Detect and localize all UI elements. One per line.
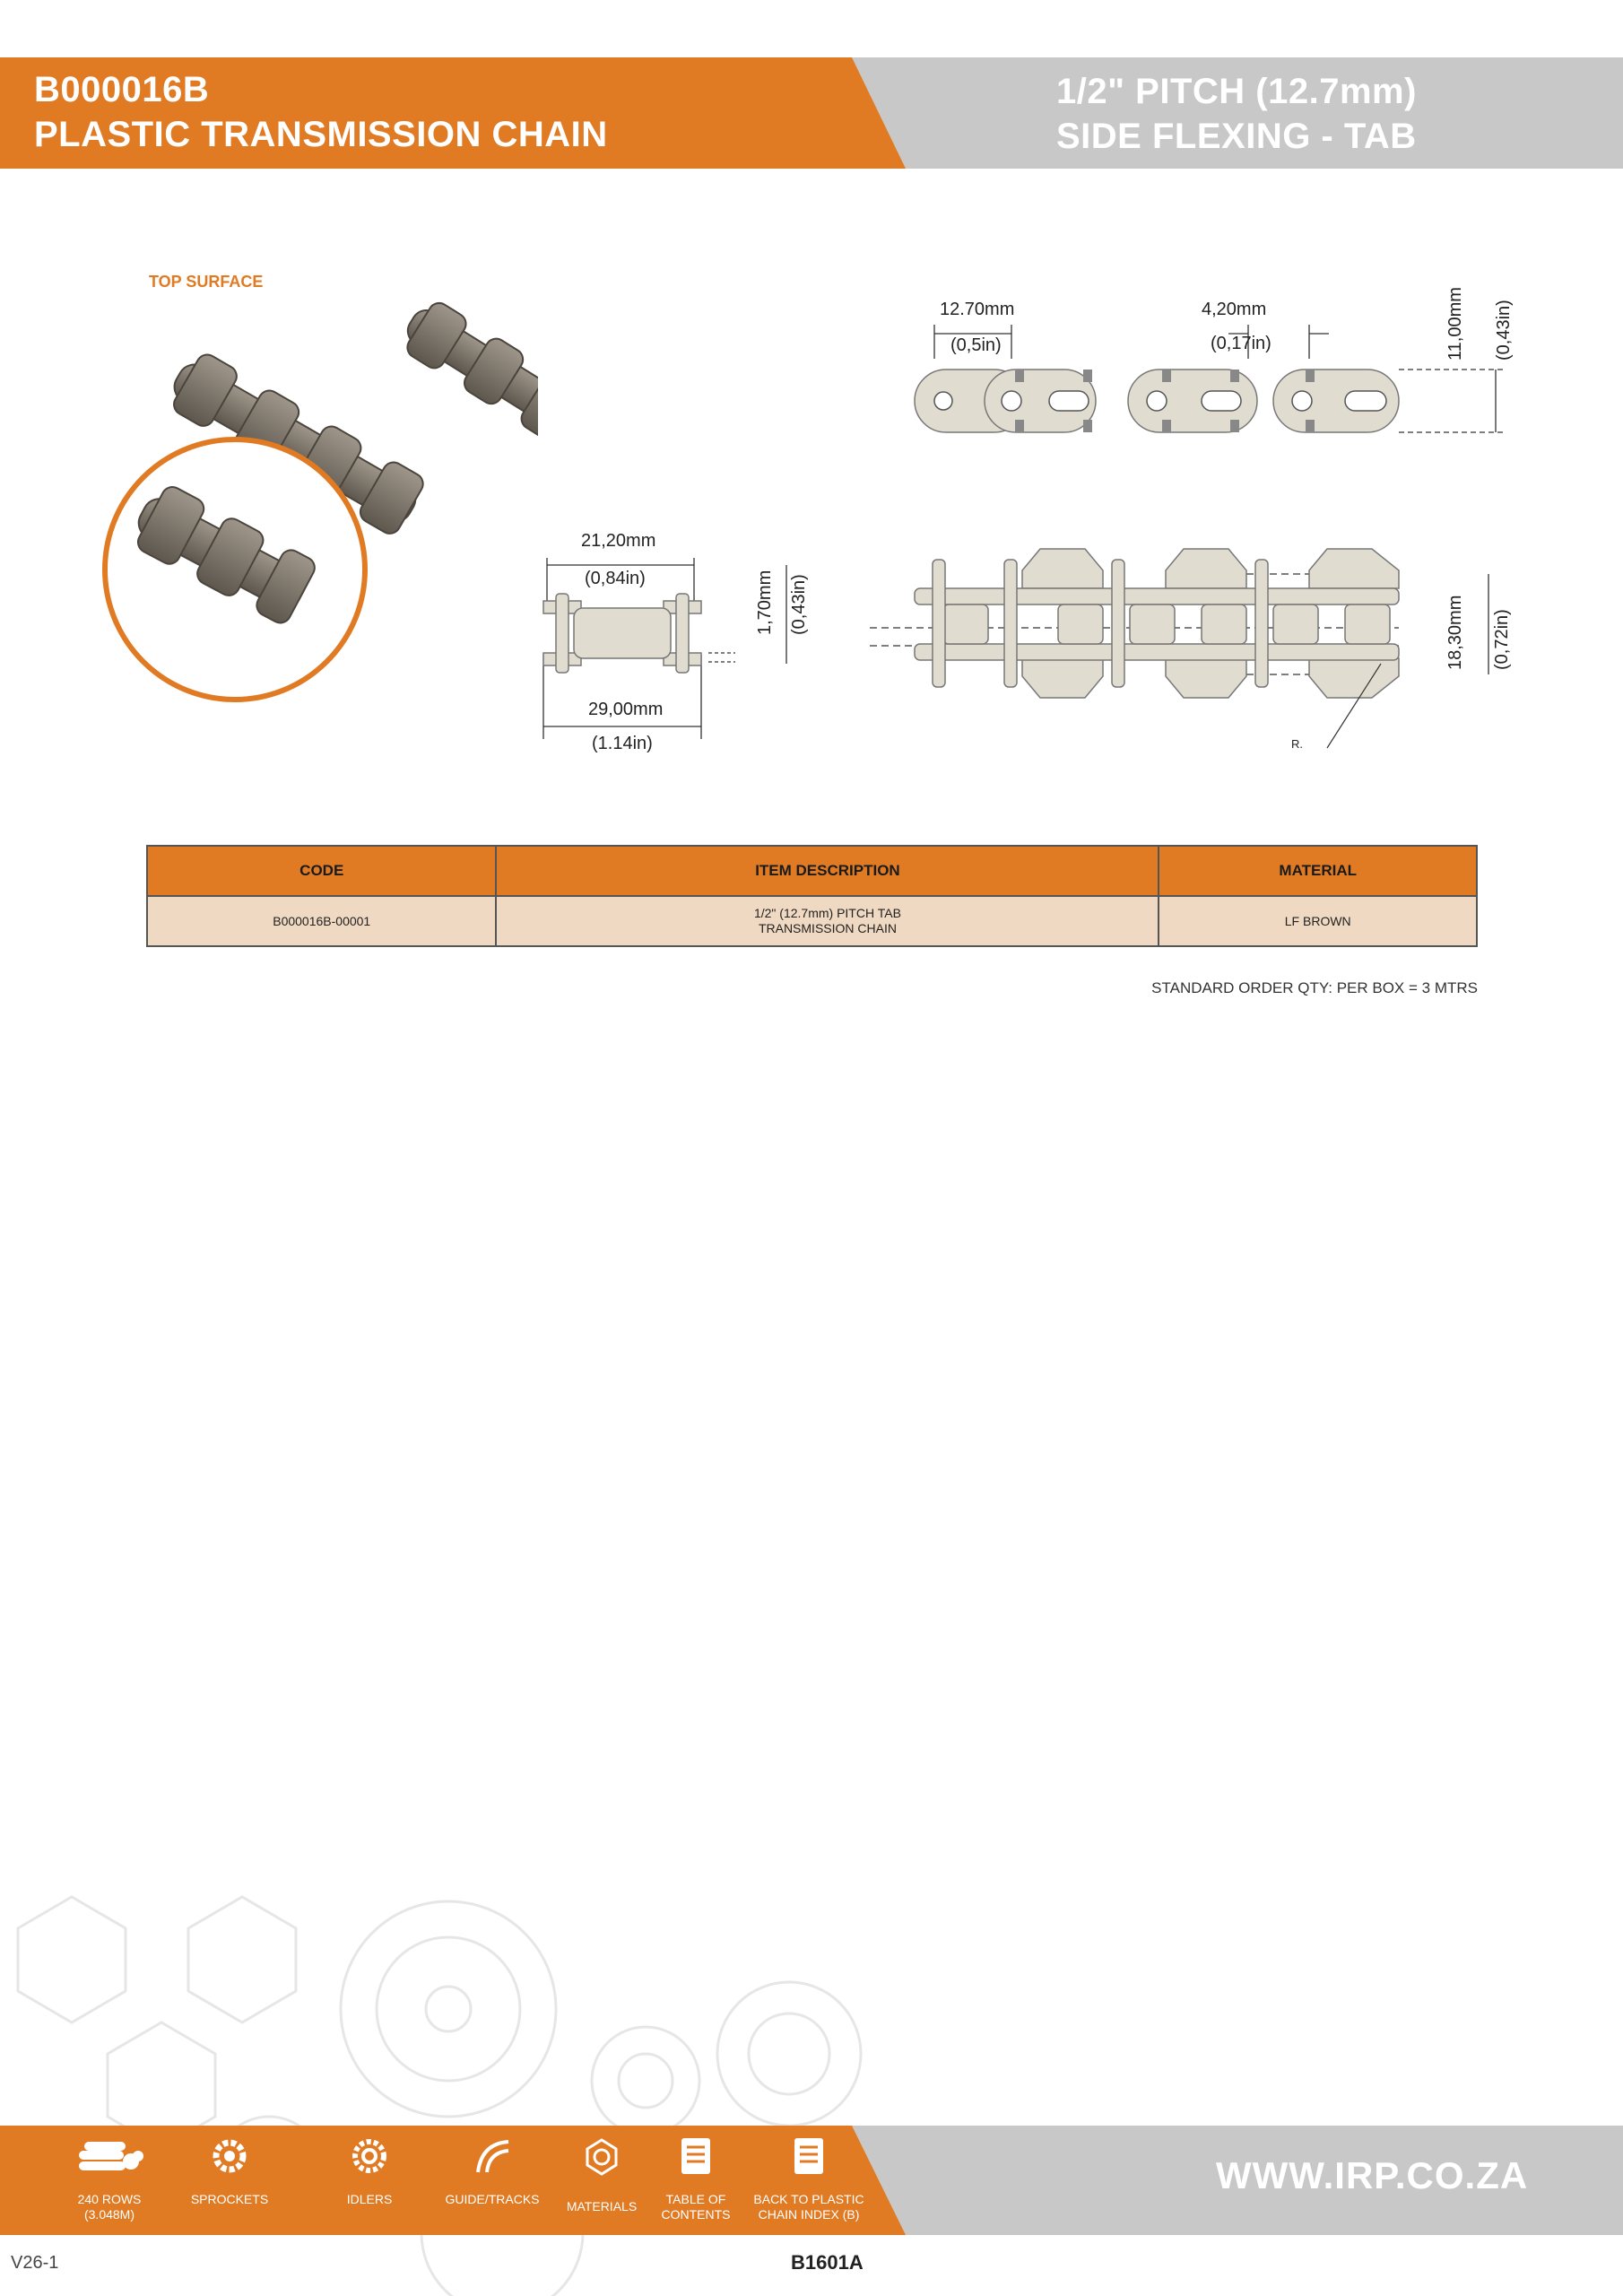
spec-table [146, 845, 1478, 947]
document-icon [638, 2133, 754, 2179]
page-number: B1601A [791, 2251, 864, 2274]
plate-in-label: (0,43in) [789, 574, 809, 635]
product-name: PLASTIC TRANSMISSION CHAIN [34, 115, 608, 154]
plate-mm-label: 1,70mm [755, 570, 775, 635]
top-view-drawing [861, 538, 1506, 762]
cell-material: LF BROWN [1159, 896, 1477, 946]
nav-sprockets-label: SPROCKETS [190, 2192, 269, 2206]
nav-rows[interactable] [51, 2133, 168, 2222]
product-code: B000016B [34, 70, 210, 109]
height-mm-label: 11,00mm [1445, 287, 1465, 361]
nav-idlers-label: IDLERS [346, 2192, 393, 2206]
nav-guide-tracks-label: GUIDE/TRACKS [445, 2192, 540, 2206]
nav-sprockets[interactable] [171, 2133, 288, 2207]
nav-table-of-contents[interactable] [638, 2133, 754, 2222]
inner-width-mm-label: 21,20mm [581, 531, 656, 551]
slot-mm-label: 4,20mm [1202, 300, 1267, 319]
pitch-mm-label: 12.70mm [940, 300, 1015, 319]
radius-label: R. [1291, 737, 1303, 751]
table-header-row [147, 846, 1477, 896]
document-icon [751, 2133, 867, 2179]
nav-idlers[interactable] [311, 2133, 428, 2207]
outer-width-mm-label: 29,00mm [588, 700, 664, 719]
nav-rows-label: 240 ROWS [77, 2192, 142, 2206]
header-code: CODE [147, 846, 496, 896]
pitch-in-label: (0,5in) [950, 335, 1002, 355]
website-link[interactable]: WWW.IRP.CO.ZA [1216, 2154, 1529, 2196]
nav-materials-label: MATERIALS [566, 2199, 638, 2213]
inner-width-in-label: (0,84in) [585, 569, 646, 588]
nav-chain-index[interactable] [751, 2133, 867, 2222]
header-material: MATERIAL [1159, 846, 1477, 896]
tab-width-in-label: (0,72in) [1492, 609, 1512, 670]
rows-icon [51, 2133, 168, 2179]
header-description: ITEM DESCRIPTION [496, 846, 1159, 896]
height-in-label: (0,43in) [1494, 300, 1514, 361]
standard-order-note: STANDARD ORDER QTY: PER BOX = 3 MTRS [1151, 979, 1478, 996]
description-line-2: TRANSMISSION CHAIN [758, 921, 897, 935]
description-line-1: 1/2" (12.7mm) PITCH TAB [753, 906, 901, 920]
plate-dimension-line [767, 556, 794, 682]
tab-width-mm-label: 18,30mm [1445, 595, 1465, 670]
nav-chain-index-sublabel: CHAIN INDEX (B) [758, 2207, 860, 2222]
version-label: V26-1 [11, 2253, 59, 2273]
idler-icon [311, 2133, 428, 2179]
cell-description [496, 896, 1159, 946]
nav-rows-sublabel: (3.048M) [83, 2207, 135, 2222]
guide-track-icon [434, 2133, 551, 2179]
pitch-title: 1/2" PITCH (12.7mm) [1056, 72, 1417, 111]
nav-toc-label: TABLE OF [665, 2192, 726, 2206]
top-surface-label: TOP SURFACE [149, 273, 264, 291]
cell-code: B000016B-00001 [147, 896, 496, 946]
nav-chain-index-label: BACK TO PLASTIC [753, 2192, 864, 2206]
sprocket-icon [171, 2133, 288, 2179]
nav-guide-tracks[interactable] [434, 2133, 551, 2207]
slot-in-label: (0,17in) [1211, 334, 1271, 353]
nav-toc-sublabel: CONTENTS [661, 2207, 731, 2222]
outer-width-in-label: (1.14in) [592, 734, 653, 753]
chain-render-image [90, 269, 538, 718]
table-row [147, 896, 1477, 946]
chain-type-title: SIDE FLEXING - TAB [1056, 117, 1417, 156]
